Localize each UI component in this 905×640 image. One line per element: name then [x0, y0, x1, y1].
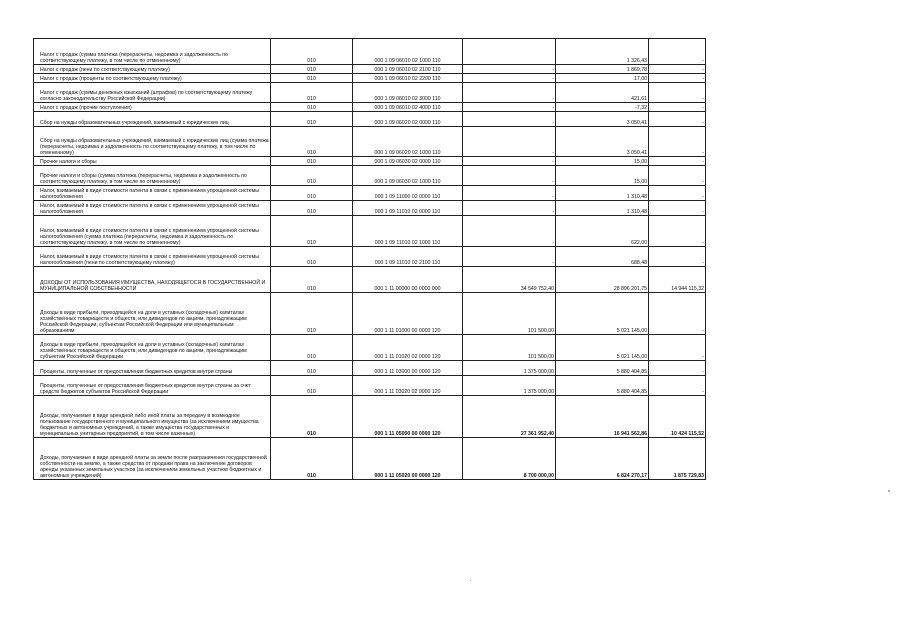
- row-code-cell: 010: [271, 166, 353, 186]
- row-code-cell: 010: [271, 396, 353, 438]
- row-exec-cell: -7,32: [556, 103, 649, 112]
- row-rest-cell: -: [649, 83, 706, 103]
- table-row: [34, 65, 706, 74]
- row-exec-cell: 688,48: [556, 247, 649, 267]
- row-code-cell: 010: [271, 335, 353, 361]
- row-plan-cell: 1 375 000,00: [463, 361, 556, 376]
- scan-speck: [470, 580, 471, 581]
- row-plan-cell: -: [463, 127, 556, 157]
- row-exec-cell: 5 021 145,00: [556, 293, 649, 335]
- row-exec-cell: 1 310,48: [556, 201, 649, 216]
- row-exec-cell: 15,00: [556, 166, 649, 186]
- row-name-cell: Налог, взимаемый в виде стоимости патента в связи с применением упрощенной системы налогообложения: [34, 201, 271, 216]
- row-kbk-cell: 000 1 09 06020 02 1000 110: [353, 127, 463, 157]
- row-exec-cell: 421,61: [556, 83, 649, 103]
- row-code-cell: 010: [271, 112, 353, 127]
- row-rest-cell: -: [649, 166, 706, 186]
- row-name-cell: ДОХОДЫ ОТ ИСПОЛЬЗОВАНИЯ ИМУЩЕСТВА, НАХОДЯЩЕГОСЯ В ГОСУДАРСТВЕННОЙ И МУНИЦИПАЛЬНОЙ СОБСТВЕННОСТИ: [34, 267, 271, 293]
- row-rest-cell: -: [649, 361, 706, 376]
- row-name-cell: Сбор на нужды образовательных учреждений, взимаемый с юридических лиц (сумма платежа (перерасчеты, недоимка и задолженность по соответствующему платежу, в том числе по отмененному): [34, 127, 271, 157]
- row-exec-cell: 3 050,41: [556, 127, 649, 157]
- table-row: [34, 335, 706, 361]
- row-kbk-cell: 000 1 09 11010 02 1000 110: [353, 216, 463, 247]
- row-kbk-cell: 000 1 11 05000 00 0000 120: [353, 396, 463, 438]
- row-kbk-cell: 000 1 11 00000 00 0000 000: [353, 267, 463, 293]
- row-name-cell: Налог, взимаемый в виде стоимости патента в связи с применением упрощенной системы налогообложения (пени по соответствующему платежу): [34, 247, 271, 267]
- row-rest-cell: -: [649, 247, 706, 267]
- row-rest-cell: 1 875 729,83: [649, 438, 706, 480]
- row-code-cell: 010: [271, 247, 353, 267]
- table-row: [34, 74, 706, 83]
- row-rest-cell: -: [649, 335, 706, 361]
- table-row: [34, 39, 706, 65]
- row-kbk-cell: 000 1 09 11000 02 0000 110: [353, 186, 463, 201]
- row-rest-cell: -: [649, 157, 706, 166]
- row-exec-cell: 5 021 145,00: [556, 335, 649, 361]
- row-name-cell: Налог с продаж (прочие поступления): [34, 103, 271, 112]
- row-rest-cell: -: [649, 376, 706, 396]
- table-row: [34, 361, 706, 376]
- row-exec-cell: 5 880 404,85: [556, 376, 649, 396]
- table-row: [34, 127, 706, 157]
- row-code-cell: 010: [271, 186, 353, 201]
- row-rest-cell: -: [649, 201, 706, 216]
- row-name-cell: Проценты, полученные от предоставления бюджетных кредитов внутри страны за счет средств бюджетов субъектов Российской Федерации: [34, 376, 271, 396]
- row-code-cell: 010: [271, 376, 353, 396]
- row-exec-cell: 1 326,43: [556, 39, 649, 65]
- row-exec-cell: 1 310,48: [556, 186, 649, 201]
- row-kbk-cell: 000 1 09 06010 02 3000 110: [353, 83, 463, 103]
- row-plan-cell: -: [463, 157, 556, 166]
- row-exec-cell: 28 896 201,75: [556, 267, 649, 293]
- row-kbk-cell: 000 1 09 06010 02 2100 110: [353, 65, 463, 74]
- row-exec-cell: 17,00: [556, 74, 649, 83]
- row-kbk-cell: 000 1 09 06010 02 2200 110: [353, 74, 463, 83]
- row-plan-cell: -: [463, 103, 556, 112]
- row-code-cell: 010: [271, 216, 353, 247]
- row-plan-cell: -: [463, 65, 556, 74]
- row-plan-cell: 8 700 000,00: [463, 438, 556, 480]
- row-plan-cell: 101 500,00: [463, 293, 556, 335]
- table-row: [34, 247, 706, 267]
- row-kbk-cell: 000 1 11 05020 00 0000 120: [353, 438, 463, 480]
- row-plan-cell: -: [463, 166, 556, 186]
- table-row: [34, 396, 706, 438]
- row-name-cell: Налог с продаж (сумма платежа (перерасчеты, недоимка и задолженность по соответствующему платежу, в том числе по отмененному): [34, 39, 271, 65]
- row-kbk-cell: 000 1 09 11010 02 0000 110: [353, 201, 463, 216]
- row-code-cell: 010: [271, 65, 353, 74]
- row-rest-cell: -: [649, 65, 706, 74]
- row-kbk-cell: 000 1 09 06010 02 4000 110: [353, 103, 463, 112]
- row-plan-cell: -: [463, 216, 556, 247]
- row-rest-cell: -: [649, 127, 706, 157]
- row-plan-cell: -: [463, 247, 556, 267]
- revenue-table: [33, 38, 706, 480]
- row-exec-cell: 15,00: [556, 157, 649, 166]
- row-name-cell: Доходы в виде прибыли, приходящейся на доли в уставных (складочных) капиталах хозяйственных товариществ и обществ, или дивидендов по акциям, принадлежащим субъектам Российской Федерации: [34, 335, 271, 361]
- row-code-cell: 010: [271, 83, 353, 103]
- row-rest-cell: -: [649, 293, 706, 335]
- report-sheet: [33, 38, 705, 480]
- row-name-cell: Доходы, получаемые в виде арендной либо иной платы за передачу в возмездное пользование государственного и муниципального имущества (за исключением имущества бюджетных и автономных учреждений, а также имущества государственных и муниципальных унитарных предприятий, в том числе казенных): [34, 396, 271, 438]
- row-exec-cell: 1 869,78: [556, 65, 649, 74]
- row-plan-cell: -: [463, 112, 556, 127]
- row-code-cell: 010: [271, 74, 353, 83]
- row-name-cell: Налог с продаж (пени по соответствующему платежу): [34, 65, 271, 74]
- row-kbk-cell: 000 1 09 06030 02 0000 110: [353, 157, 463, 166]
- row-name-cell: Доходы, получаемые в виде арендной платы за земли после разграничения государственной собственности на землю, а также средства от продажи права на заключение договоров аренды указанных земельных участков (за исключением земельных участков бюджетных и автономных учреждений): [34, 438, 271, 480]
- row-kbk-cell: 000 1 11 01020 02 0000 120: [353, 335, 463, 361]
- row-code-cell: 010: [271, 201, 353, 216]
- row-exec-cell: 3 050,41: [556, 112, 649, 127]
- row-plan-cell: 34 549 752,40: [463, 267, 556, 293]
- row-kbk-cell: 000 1 11 01000 00 0000 120: [353, 293, 463, 335]
- revenue-table-body: [34, 39, 706, 480]
- row-plan-cell: -: [463, 74, 556, 83]
- table-row: [34, 216, 706, 247]
- row-code-cell: 010: [271, 267, 353, 293]
- row-code-cell: 010: [271, 361, 353, 376]
- table-row: [34, 438, 706, 480]
- row-rest-cell: 14 944 115,32: [649, 267, 706, 293]
- row-name-cell: Прочие налоги и сборы (сумма платежа (перерасчеты, недоимка и задолженность по соответствующему платежу, в том числе по отмененному): [34, 166, 271, 186]
- row-plan-cell: 1 375 000,00: [463, 376, 556, 396]
- row-code-cell: 010: [271, 157, 353, 166]
- row-kbk-cell: 000 1 09 11010 02 2100 110: [353, 247, 463, 267]
- row-plan-cell: [463, 39, 556, 65]
- row-kbk-cell: 000 1 09 06010 02 1000 110: [353, 39, 463, 65]
- row-rest-cell: -: [649, 112, 706, 127]
- row-plan-cell: -: [463, 201, 556, 216]
- row-name-cell: Налог, взимаемый в виде стоимости патента в связи с применением упрощенной системы налогообложения: [34, 186, 271, 201]
- row-rest-cell: -: [649, 103, 706, 112]
- row-kbk-cell: 000 1 09 06030 02 1000 110: [353, 166, 463, 186]
- table-row: [34, 112, 706, 127]
- row-code-cell: 010: [271, 293, 353, 335]
- table-row: [34, 201, 706, 216]
- table-row: [34, 83, 706, 103]
- row-kbk-cell: 000 1 11 03000 00 0000 120: [353, 361, 463, 376]
- row-rest-cell: 10 424 115,52: [649, 396, 706, 438]
- row-rest-cell: -: [649, 39, 706, 65]
- row-name-cell: Налог, взимаемый в виде стоимости патента в связи с применением упрощенной системы налогообложения (сумма платежа (перерасчеты, недоимка и задолженность по соответствующему платежу, в том числе по отмененному): [34, 216, 271, 247]
- row-exec-cell: 622,00: [556, 216, 649, 247]
- row-rest-cell: -: [649, 74, 706, 83]
- row-exec-cell: 16 941 562,86: [556, 396, 649, 438]
- table-row: [34, 293, 706, 335]
- table-row: [34, 157, 706, 166]
- row-rest-cell: -: [649, 216, 706, 247]
- scan-speck: [888, 490, 890, 492]
- table-row: [34, 376, 706, 396]
- row-rest-cell: -: [649, 186, 706, 201]
- row-kbk-cell: 000 1 11 03020 02 0000 120: [353, 376, 463, 396]
- row-name-cell: Прочие налоги и сборы: [34, 157, 271, 166]
- row-code-cell: 010: [271, 39, 353, 65]
- row-plan-cell: -: [463, 83, 556, 103]
- table-row: [34, 103, 706, 112]
- row-exec-cell: 6 824 270,17: [556, 438, 649, 480]
- row-code-cell: 010: [271, 438, 353, 480]
- row-plan-cell: -: [463, 186, 556, 201]
- row-name-cell: Сбор на нужды образовательных учреждений, взимаемый с юридических лиц: [34, 112, 271, 127]
- table-row: [34, 186, 706, 201]
- row-plan-cell: 27 361 952,40: [463, 396, 556, 438]
- row-kbk-cell: 000 1 09 06020 02 0000 110: [353, 112, 463, 127]
- row-code-cell: 010: [271, 127, 353, 157]
- row-name-cell: Проценты, полученные от предоставления бюджетных кредитов внутри страны: [34, 361, 271, 376]
- row-code-cell: 010: [271, 103, 353, 112]
- row-name-cell: Доходы в виде прибыли, приходящейся на доли в уставных (складочных) капиталах хозяйственных товариществ и обществ, или дивидендов по акциям, принадлежащим Российской Федерации, субъектам Российской Федерации или муниципальным образованиям: [34, 293, 271, 335]
- row-name-cell: Налог с продаж (проценты по соответствующему платежу): [34, 74, 271, 83]
- table-row: [34, 267, 706, 293]
- row-exec-cell: 5 880 404,85: [556, 361, 649, 376]
- row-name-cell: Налог с продаж (суммы денежных взысканий (штрафов) по соответствующему платежу согласно законодательству Российской Федерации): [34, 83, 271, 103]
- table-row: [34, 166, 706, 186]
- row-plan-cell: 101 500,00: [463, 335, 556, 361]
